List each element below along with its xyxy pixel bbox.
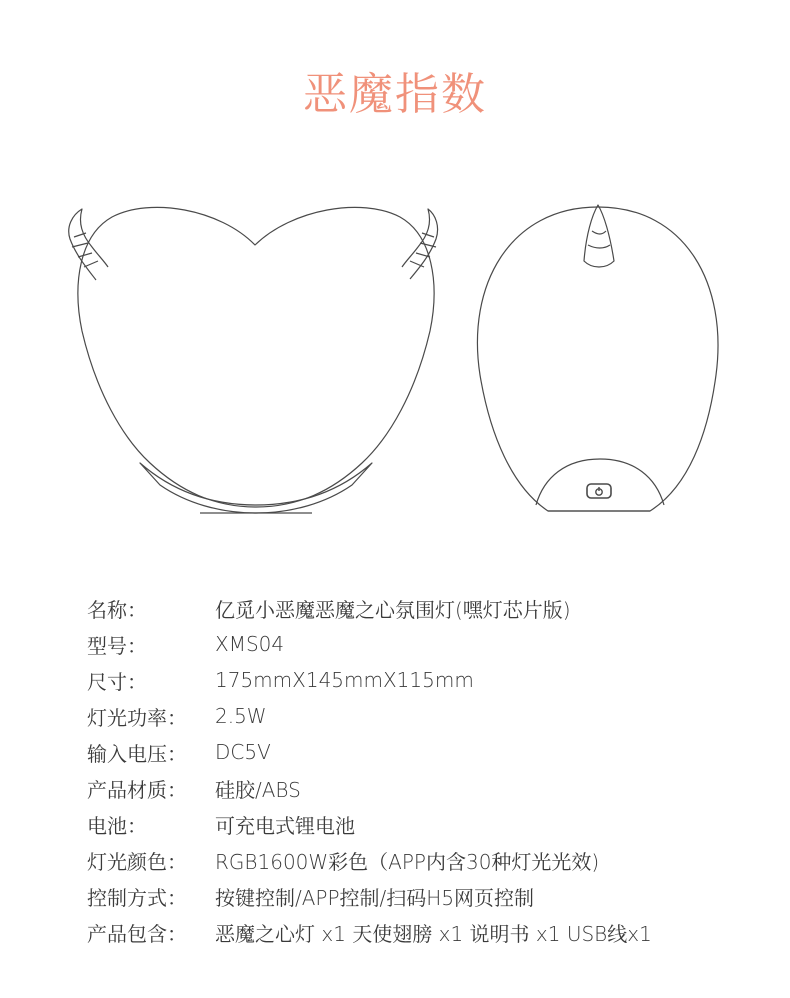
spec-row-model [87,626,747,662]
spec-value: XMS04 [215,632,285,656]
spec-list [87,590,747,950]
page-title: 恶魔指数 [303,69,487,120]
spec-label: 名称： [87,597,147,622]
front-view-drawing [69,207,438,513]
spec-value: 175mmX145mmX115mm [215,668,474,692]
spec-value: 亿觅小恶魔恶魔之心氛围灯(嘿灯芯片版) [215,597,571,622]
spec-row-size [87,662,747,698]
spec-label: 控制方式： [87,885,187,910]
spec-row-light-color [87,842,747,878]
power-button-icon[interactable] [587,484,611,498]
spec-label: 灯光功率： [87,705,187,730]
spec-value: 可充电式锂电池 [215,813,355,838]
spec-label: 尺寸： [87,669,147,694]
spec-label: 电池： [87,813,147,838]
spec-row-battery [87,806,747,842]
left-horn-icon [69,209,108,280]
spec-row-control [87,878,747,914]
spec-value: 2.5W [215,704,267,728]
spec-row-name [87,590,747,626]
spec-row-package [87,914,747,950]
spec-value: 硅胶/ABS [215,777,301,802]
top-horn-icon [584,205,614,267]
spec-label: 输入电压： [87,741,187,766]
spec-label: 型号： [87,633,147,658]
spec-row-voltage [87,734,747,770]
heart-body-outline [78,207,434,507]
spec-value: 按键控制/APP控制/扫码H5网页控制 [215,885,535,910]
spec-value: 恶魔之心灯 x1 天使翅膀 x1 说明书 x1 USB线x1 [215,921,652,946]
side-view-drawing [477,205,718,511]
spec-row-material [87,770,747,806]
egg-body-outline [477,207,718,511]
spec-row-power [87,698,747,734]
product-drawing [0,195,790,535]
spec-value: DC5V [215,740,271,764]
spec-label: 产品包含： [87,921,187,946]
spec-label: 灯光颜色： [87,849,187,874]
heart-base [140,463,372,513]
spec-label: 产品材质： [87,777,187,802]
spec-value: RGB1600W彩色（APP内含30种灯光光效) [215,849,600,874]
